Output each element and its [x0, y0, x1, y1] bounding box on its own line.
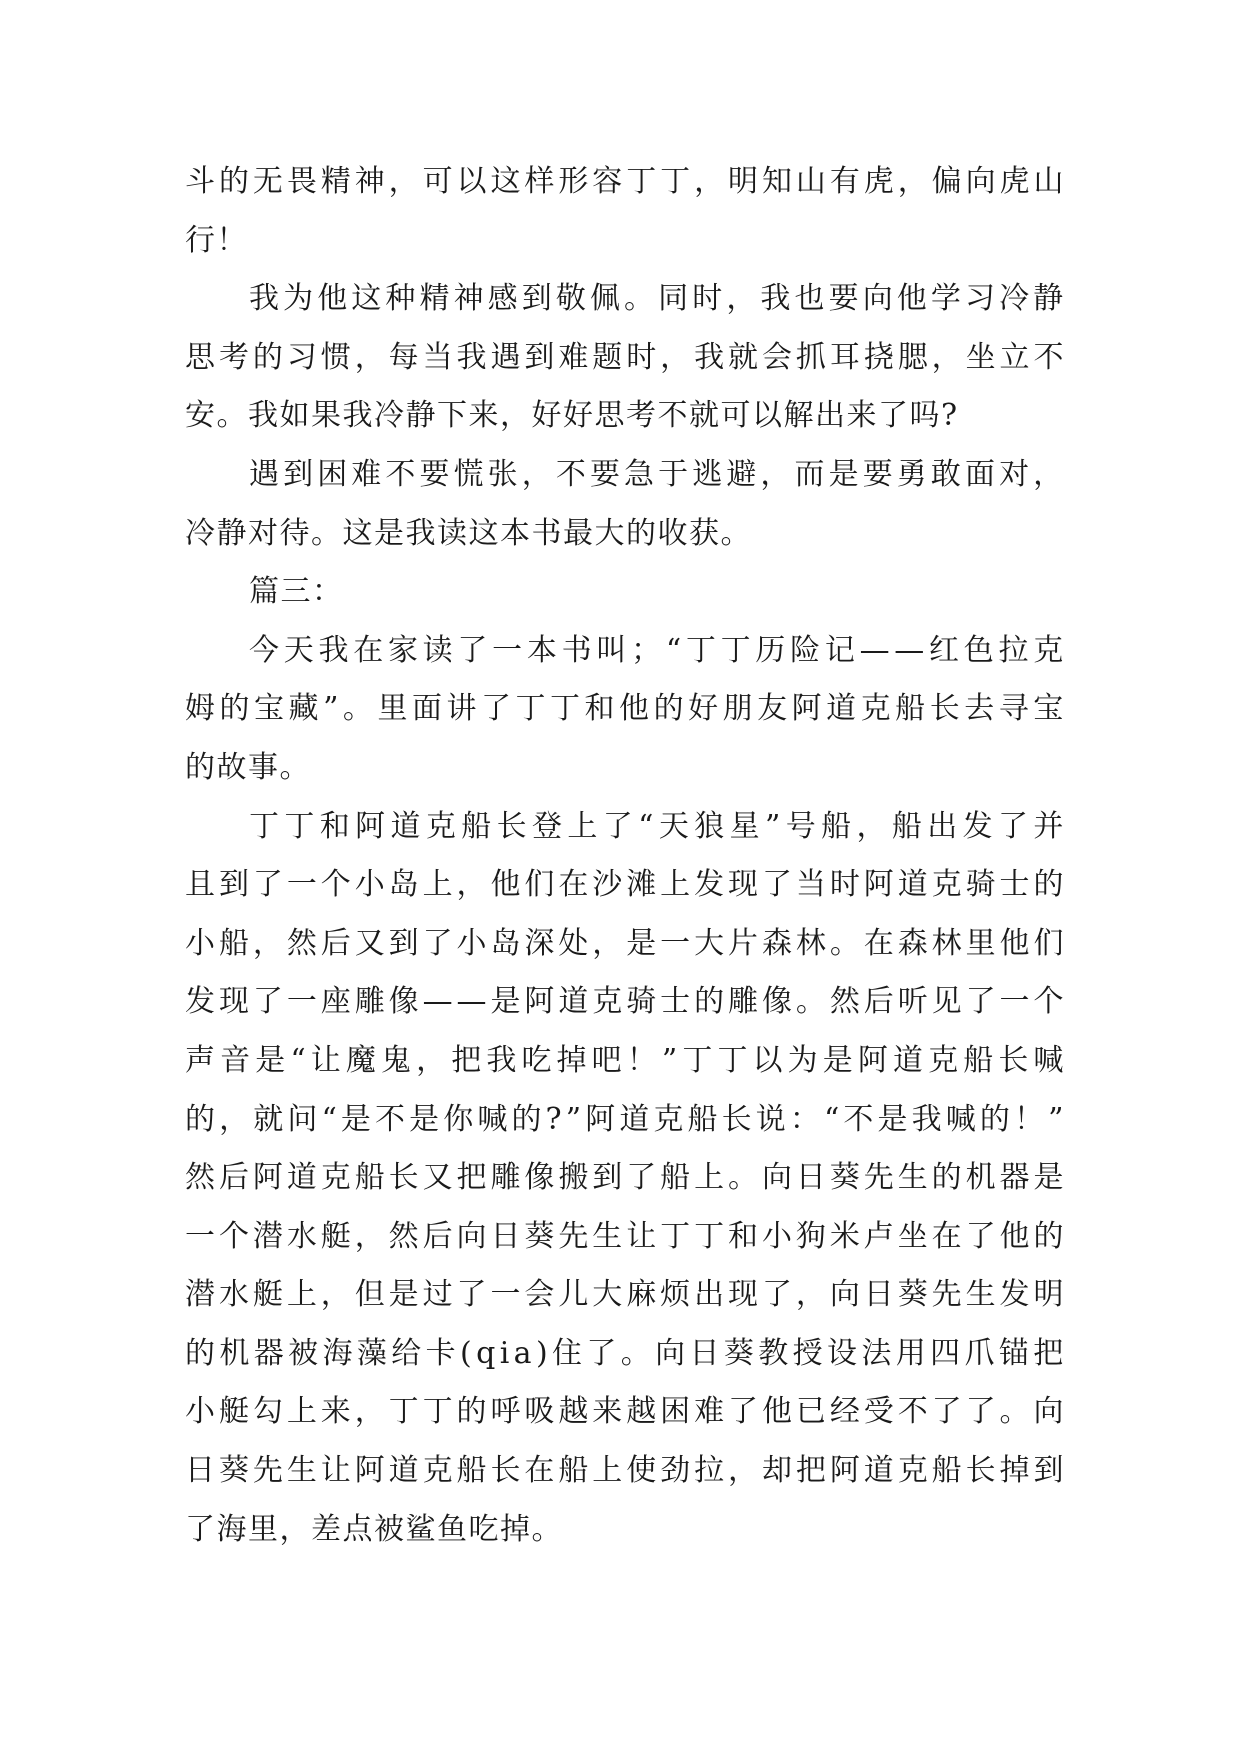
- text-line: 且 到 了 一 个 小 岛 上 ， 他 们 在 沙 滩 上 发 现 了 当 时 阿 道 克 骑 士 的: [185, 867, 1065, 903]
- text-line: 的故事。: [185, 749, 311, 785]
- text-line: 今 天 我 在 家 读 了 一 本 书 叫 ； “ 丁 丁 历 险 记 — — 红 色 拉 克: [249, 632, 1065, 668]
- document-body: [185, 153, 1065, 1559]
- text-line: 行！: [185, 222, 248, 258]
- text-line: 然 后 阿 道 克 船 长 又 把 雕 像 搬 到 了 船 上 。 向 日 葵 先 生 的 机 器 是: [185, 1160, 1065, 1196]
- text-line: 斗 的 无 畏 精 神 ， 可 以 这 样 形 容 丁 丁 ， 明 知 山 有 虎 ， 偏 向 虎 山: [185, 164, 1065, 199]
- text-line: 小 船 ， 然 后 又 到 了 小 岛 深 处 ， 是 一 大 片 森 林 。 在 森 林 里 他 们: [185, 925, 1065, 961]
- text-line: 小 艇 勾 上 来 ， 丁 丁 的 呼 吸 越 来 越 困 难 了 他 已 经 受 不 了 了 。 向: [185, 1394, 1065, 1430]
- text-line: 发 现 了 一 座 雕 像 — — 是 阿 道 克 骑 士 的 雕 像 。 然 后 听 见 了 一 个: [185, 984, 1065, 1020]
- text-line: 的 机 器 被 海 藻 给 卡 ( q i a ) 住 了 。 向 日 葵 教 授 设 法 用 四 爪 锚 把: [185, 1335, 1065, 1371]
- text-line: 一 个 潜 水 艇 ， 然 后 向 日 葵 先 生 让 丁 丁 和 小 狗 米 卢 坐 在 了 他 的: [185, 1218, 1065, 1254]
- text-line: 思 考 的 习 惯 ， 每 当 我 遇 到 难 题 时 ， 我 就 会 抓 耳 挠 腮 ， 坐 立 不: [185, 339, 1065, 375]
- text-line: 的 ， 就 问 “ 是 不 是 你 喊 的 ? ” 阿 道 克 船 长 说 ： “ 不 是 我 喊 的 ！ ”: [185, 1101, 1065, 1137]
- text-line: 冷静对待。这是我读这本书最大的收获。: [185, 515, 752, 551]
- text-line: 潜 水 艇 上 ， 但 是 过 了 一 会 儿 大 麻 烦 出 现 了 ， 向 日 葵 先 生 发 明: [185, 1277, 1065, 1313]
- text-line: 声 音 是 “ 让 魔 鬼 ， 把 我 吃 掉 吧 ！ ” 丁 丁 以 为 是 阿 道 克 船 长 喊: [185, 1042, 1065, 1078]
- text-line: 安。我如果我冷静下来，好好思考不就可以解出来了吗?: [185, 398, 959, 434]
- text-line: 我 为 他 这 种 精 神 感 到 敬 佩 。 同 时 ， 我 也 要 向 他 学 习 冷 静: [249, 281, 1065, 317]
- text-line: 日 葵 先 生 让 阿 道 克 船 长 在 船 上 使 劲 拉 ， 却 把 阿 道 克 船 长 掉 到: [185, 1453, 1065, 1489]
- text-line: 丁 丁 和 阿 道 克 船 长 登 上 了 “ 天 狼 星 ” 号 船 ， 船 出 发 了 并: [249, 808, 1065, 844]
- text-line: 遇 到 困 难 不 要 慌 张 ， 不 要 急 于 逃 避 ， 而 是 要 勇 敢 面 对 ，: [249, 456, 1065, 492]
- text-line: 了海里，差点被鲨鱼吃掉。: [185, 1511, 563, 1547]
- section-heading: 篇三：: [249, 574, 344, 610]
- text-line: 姆 的 宝 藏 ” 。 里 面 讲 了 丁 丁 和 他 的 好 朋 友 阿 道 克 船 长 去 寻 宝: [185, 691, 1065, 727]
